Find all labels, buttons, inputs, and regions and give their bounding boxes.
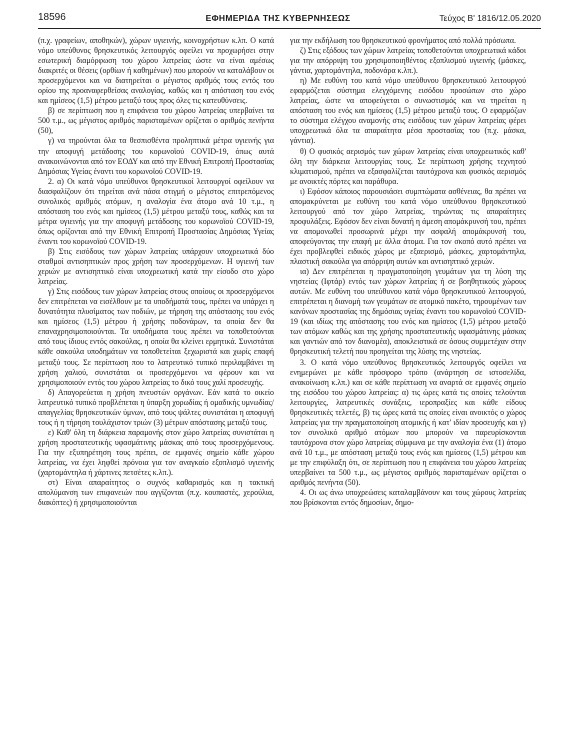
page-number: 18596 [38, 12, 66, 23]
paragraph: θ) Ο φυσικός αερισμός των χώρων λατρείας είναι υποχρεωτικός καθ' όλη την διάρκεια λειτουργίας τους. Σε περίπτωση χρήσης τεχνητού κλιματισμού, πρέπει να εξασφαλίζεται ταυτόχρονα και φυσικός αερισμός με ανοικτές πόρτες και παράθυρα. [290, 146, 526, 186]
paragraph: 4. Οι ως άνω υποχρεώσεις καταλαμβάνουν και τους χώρους λατρείας που βρίσκονται εντός δημοσίων, δημο- [290, 488, 526, 508]
paragraph: β) Στις εισόδους των χώρων λατρείας υπάρχουν υποχρεωτικά δύο σταθμοί αντισηπτικών προς χρήση των προσερχόμενων. Η υγιεινή των χεριών με αντισηπτικό είναι υποχρεωτική κατά την είσοδο στο χώρο λατρείας. [38, 246, 274, 287]
paragraph: δ) Απαγορεύεται η χρήση πνευστών οργάνων. Εάν κατά το οικείο λατρευτικό τυπικό προβλέπεται η ύπαρξη χορωδίας ή ομαδικής υμνωδίας/απαγγελίας θρησκευτικών ύμνων, από τους ψάλτες συνιστάται η αποφυγή τους ή η τήρηση τουλάχιστον τριών (3) μέτρων απόστασης μεταξύ τους. [38, 387, 274, 427]
paragraph: (π.χ. γραφείων, αποθηκών), χώρων υγιεινής, κοινοχρήστων κ.λπ. Ο κατά νόμο υπεύθυνος θρησκευτικός λειτουργός οφείλει να προχωρήσει στην εσωτερική διαμόρφωση του χώρου λατρείας ώστε να είναι αμέσως διακριτές οι θέσεις (ορθίων ή καθημένων) που μπορούν να καταλάβουν οι προσερχόμενοι και να διατηρείται ο μέγιστος αριθμός τους εντός του ορίου της προαναφερθείσας αναλογίας, καθώς και η απόσταση του ενός και ημίσεος (1,5) μέτρου μεταξύ τους προς όλες τις κατευθύνσεις. [38, 36, 274, 106]
paragraph: β) σε περίπτωση που η επιφάνεια του χώρου λατρείας υπερβαίνει τα 500 τ.μ., ως μέγιστος αριθμός παρισταμένων ορίζεται ο αριθμός πενήντα (50), [38, 106, 274, 136]
paragraph: ζ) Στις εξόδους των χώρων λατρείας τοποθετούνται υποχρεωτικά κάδοι για την απόρριψη του χρησιμοποιηθέντος εξοπλισμού υγιεινής (μάσκες, γάντια, χαρτομάντηλα, ποδονάρα κ.λπ.). [290, 46, 526, 76]
paragraph: 3. Ο κατά νόμο υπεύθυνος θρησκευτικός λειτουργός οφείλει να ενημερώνει με κάθε πρόσφορο τρόπο (ανάρτηση σε ιστοσελίδα, ανακοίνωση κ.λπ.) και σε κάθε περίπτωση να αναρτά σε εμφανές σημείο της εισόδου του χώρου λατρείας: α) τις ώρες κατά τις οποίες τελούνται λειτουργίες, λατρευτικές συνάξεις, ιεροπραξίες και κάθε είδους θρησκευτικές τελετές, β) τις ώρες κατά τις οποίες είναι ανοικτός ο χώρος λατρείας για την πραγματοποίηση ατομικής ή κατ' ιδίαν προσευχής και γ) τον συνολικό αριθμό ατόμων που μπορούν να παρευρίσκονται ταυτόχρονα στον χώρο λατρείας σύμφωνα με την αναλογία ένα (1) άτομο ανά 10 τ.μ., με απόσταση μεταξύ τους ενός και ημίσεος (1,5) μέτρου και με την επιφύλαξη ότι, σε περίπτωση που η επιφάνεια του χώρου λατρείας υπερβαίνει τα 500 τ.μ., ως μέγιστος αριθμός παρισταμένων ορίζεται ο αριθμός πενήντα (50). [290, 357, 526, 488]
right-column [290, 36, 526, 724]
paragraph: ι) Εφόσον κάποιος παρουσιάσει συμπτώματα ασθένειας, θα πρέπει να απομακρύνεται με ευθύνη του κατά νόμο υπεύθυνου θρησκευτικού λειτουργού από τον χώρο λατρείας, τηρώντας τις απαραίτητες προφυλάξεις. Εφόσον δεν είναι δυνατή η άμεση απομάκρυνσή του, πρέπει να απομονωθεί προσωρινά μέχρι την ασφαλή απομάκρυνσή του, αποφεύγοντας την επαφή με άλλα άτομα. Για τον σκοπό αυτό πρέπει να έχει προβλεφθεί ειδικός χώρος με εξαερισμό, μάσκες, χαρτομάντηλα, πλαστική σακούλα για απόρριψη αυτών και αντισηπτικό χεριών. [290, 186, 526, 267]
issue-number: Τεύχος B' 1816/12.05.2020 [439, 13, 541, 23]
paragraph: ε) Καθ' όλη τη διάρκεια παραμονής στον χώρο λατρείας συνιστάται η χρήση προστατευτικής υφασμάτινης μάσκας από τους προσερχόμενους. Για την εξυπηρέτηση τους πρέπει, σε εμφανές σημείο κάθε χώρου λατρείας, να έχει ληφθεί πρόνοια για τον αναγκαίο εξοπλισμό υγιεινής (χαρτομάντηλα ή χάρτινες πετσέτες κ.λπ.). [38, 427, 274, 478]
paragraph: 2. α) Οι κατά νόμο υπεύθυνοι θρησκευτικοί λειτουργοί οφείλουν να διασφαλίζουν ότι τηρείται ανά πάσα στιγμή ο μέγιστος επιτρεπόμενος συνολικός αριθμός ατόμων, η αναλογία ένα άτομο ανά 10 τ.μ., η απόσταση του ενός και ημίσεος (1,5) μέτρου μεταξύ τους, καθώς και τα μέτρα υγιεινής για την αποφυγή μετάδοσης του κορωνοϊού COVID-19, όπως ορίζονται από την Εθνική Επιτροπή Προστασίας Δημόσιας Υγείας έναντι του κορωνοϊού COVID-19. [38, 176, 274, 246]
paragraph: η) Με ευθύνη του κατά νόμο υπεύθυνου θρησκευτικού λειτουργού εφαρμόζεται σύστημα ελεγχόμενης εισόδου προσώπων στο χώρο λατρείας, ώστε να αποφεύγεται ο συνωστισμός και να τηρείται η απόσταση του ενός και ημίσεος (1,5) μέτρου μεταξύ τους. Ο εφαρμόζων το σύστημα ελέγχου αναμονής στις εισόδους των χώρων λατρείας φέρει υποχρεωτικά όλα τα απαραίτητα μέσα προστασίας του (π.χ. μάσκα, γάντια). [290, 76, 526, 146]
gazette-title: ΕΦΗΜΕΡΙΔΑ ΤΗΣ ΚΥΒΕΡΝΗΣΕΩΣ [205, 13, 351, 23]
paragraph: γ) Στις εισόδους των χώρων λατρείας στους οποίους οι προσερχόμενοι δεν επιτρέπεται να εισέλθουν με τα υποδήματά τους, πρέπει να υπάρχει η δυνατότητα πλυσίματος των ποδιών, με τήρηση της απόστασης του ενός και ημίσεος (1,5) μέτρου ή χρήσης ποδονάρων, τα οποία δεν θα επαναχρησιμοποιούνται. Τα υποδήματα τους πρέπει να τοποθετούνται από τους ίδιους εντός σακούλας, η οποία θα κλείνει ερμητικά. Συνιστάται κάθε σακούλα υποδημάτων να τοποθετείται ξεχωριστά και χωρίς επαφή μεταξύ τους. Σε περίπτωση που το λατρευτικό τυπικό περιλαμβάνει τη χρήση χαλιού, συνιστάται οι προσερχόμενοι να φέρουν και να χρησιμοποιούν εντός του χώρου λατρείας το δικό τους χαλί προσευχής. [38, 287, 274, 387]
paragraph: στ) Είναι απαραίτητος ο συχνός καθαρισμός και η τακτική απολύμανση των επιφανειών που αγγίζονται (π.χ. κουπαστές, χερούλια, διακόπτες) ή χρησιμοποιούνται [38, 478, 274, 508]
left-column [38, 36, 274, 724]
paragraph: γ) να τηρούνται όλα τα θεσπισθέντα προληπτικά μέτρα υγιεινής για την αποφυγή μετάδοσης του κορωνοϊού COVID-19, όπως αυτά ανακοινώνονται από τον ΕΟΔΥ και από την Εθνική Επιτροπή Προστασίας Δημόσιας Υγείας έναντι του κορωνοϊού COVID-19. [38, 136, 274, 176]
page-header [38, 12, 541, 29]
paragraph: ια) Δεν επιτρέπεται η πραγματοποίηση γευμάτων για τη λύση της νηστείας (Ιφτάρ) εντός των χώρων λατρείας ή σε βοηθητικούς χώρους αυτών. Με ευθύνη του υπεύθυνου κατά νόμο θρησκευτικού λειτουργού, επιτρέπεται η διανομή των γευμάτων σε ατομικό πακέτο, τηρουμένων των κανόνων προστασίας της δημόσιας υγείας έναντι του κορωνοϊού COVID-19 (και ιδίως της απόστασης του ενός και ημίσεος (1,5) μέτρου μεταξύ των ατόμων καθώς και της χρήσης προστατευτικής υφασμάτινης μάσκας και γαντιών από τον διανομέα), αποκλειστικά σε όσους συμμετέχαν στην θρησκευτική τελετή που προηγείται της λύσης της νηστείας. [290, 267, 526, 357]
paragraph: για την εκδήλωση του θρησκευτικού φρονήματος από πολλά πρόσωπα. [290, 36, 516, 45]
